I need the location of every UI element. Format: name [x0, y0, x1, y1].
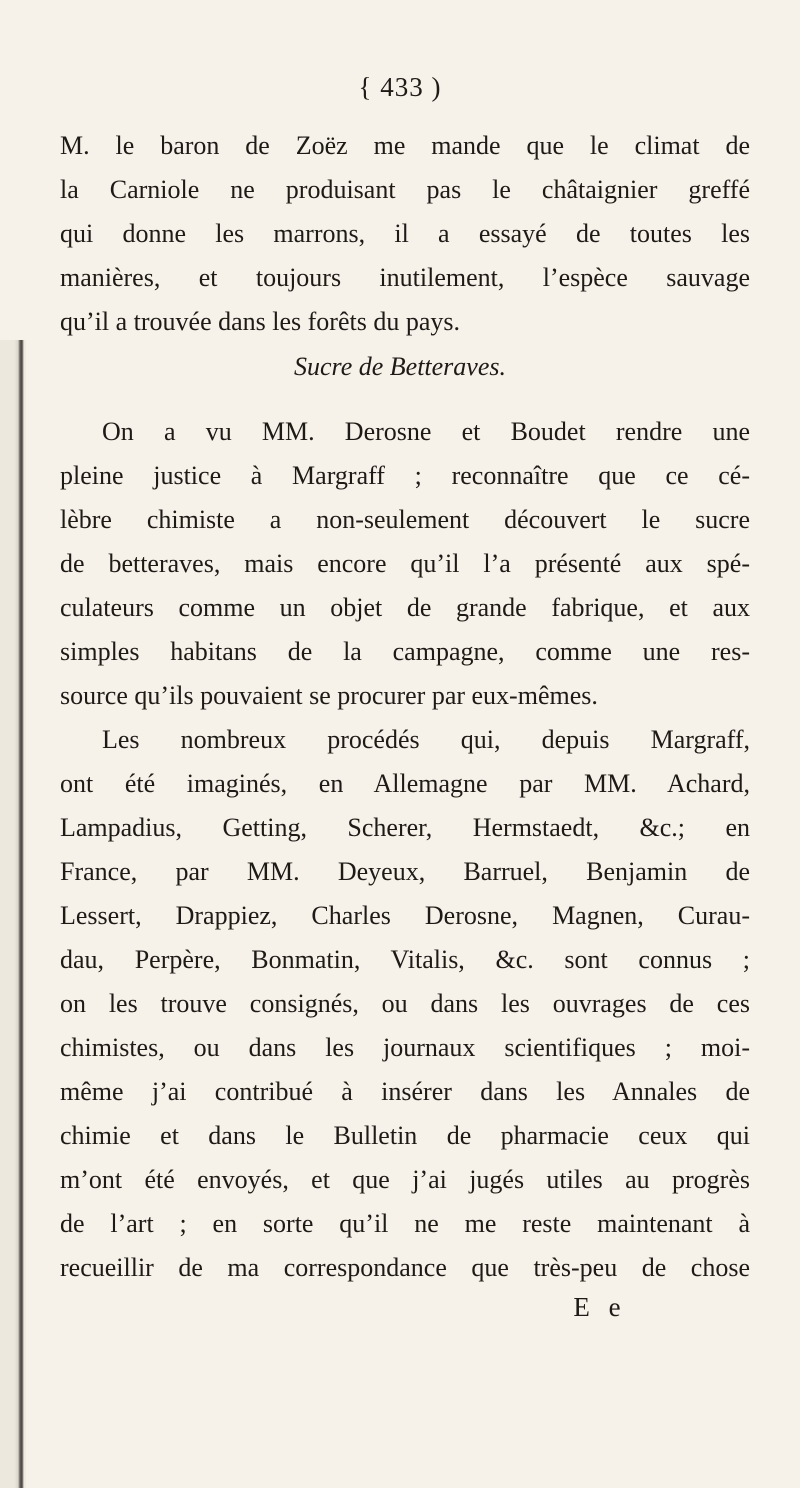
text-line: recueillir de ma correspondance que très-peu de chose — [60, 1253, 750, 1282]
text-line: source qu’ils pouvaient se procurer par eux-mêmes. — [60, 681, 598, 710]
text-line: chimistes, ou dans les journaux scientifiques ; moi- — [60, 1033, 750, 1062]
text-line: on les trouve consignés, ou dans les ouvrages de ces — [60, 989, 750, 1018]
text-line: manières, et toujours inutilement, l’espèce sauvage — [60, 263, 750, 292]
text-line: m’ont été envoyés, et que j’ai jugés utiles au progrès — [60, 1165, 750, 1194]
text-line: chimie et dans le Bulletin de pharmacie ceux qui — [60, 1121, 750, 1150]
text-line: de betteraves, mais encore qu’il l’a présenté aux spé- — [60, 549, 750, 578]
text-line: pleine justice à Margraff ; reconnaître que ce cé- — [60, 461, 750, 490]
text-line: Lampadius, Getting, Scherer, Hermstaedt, &c.; en — [60, 813, 750, 842]
page-number: { 433 ) — [358, 72, 442, 102]
text-line: lèbre chimiste a non-seulement découvert le sucre — [60, 505, 750, 534]
text-line: On a vu MM. Derosne et Boudet rendre une — [102, 417, 750, 446]
text-line: la Carniole ne produisant pas le châtaignier greffé — [60, 175, 750, 204]
text-line: ont été imaginés, en Allemagne par MM. Achard, — [60, 769, 750, 798]
text-line: même j’ai contribué à insérer dans les Annales de — [60, 1077, 750, 1106]
text-line: dau, Perpère, Bonmatin, Vitalis, &c. sont connus ; — [60, 945, 750, 974]
text-line: qui donne les marrons, il a essayé de toutes les — [60, 219, 750, 248]
text-line: culateurs comme un objet de grande fabrique, et aux — [60, 593, 750, 622]
text-line: qu’il a trouvée dans les forêts du pays. — [60, 307, 461, 336]
text-line: M. le baron de Zoëz me mande que le climat de — [60, 131, 750, 160]
text-line: Les nombreux procédés qui, depuis Margraff, — [102, 725, 750, 754]
text-line: France, par MM. Deyeux, Barruel, Benjamin de — [60, 857, 750, 886]
section-heading: Sucre de Betteraves. — [294, 352, 506, 381]
catchword: E e — [573, 1292, 627, 1322]
text-line: Lessert, Drappiez, Charles Derosne, Magnen, Curau- — [60, 901, 750, 930]
text-line: simples habitans de la campagne, comme une res- — [60, 637, 750, 666]
page-edge-shadow — [0, 340, 26, 1488]
text-line: de l’art ; en sorte qu’il ne me reste maintenant à — [60, 1209, 750, 1238]
